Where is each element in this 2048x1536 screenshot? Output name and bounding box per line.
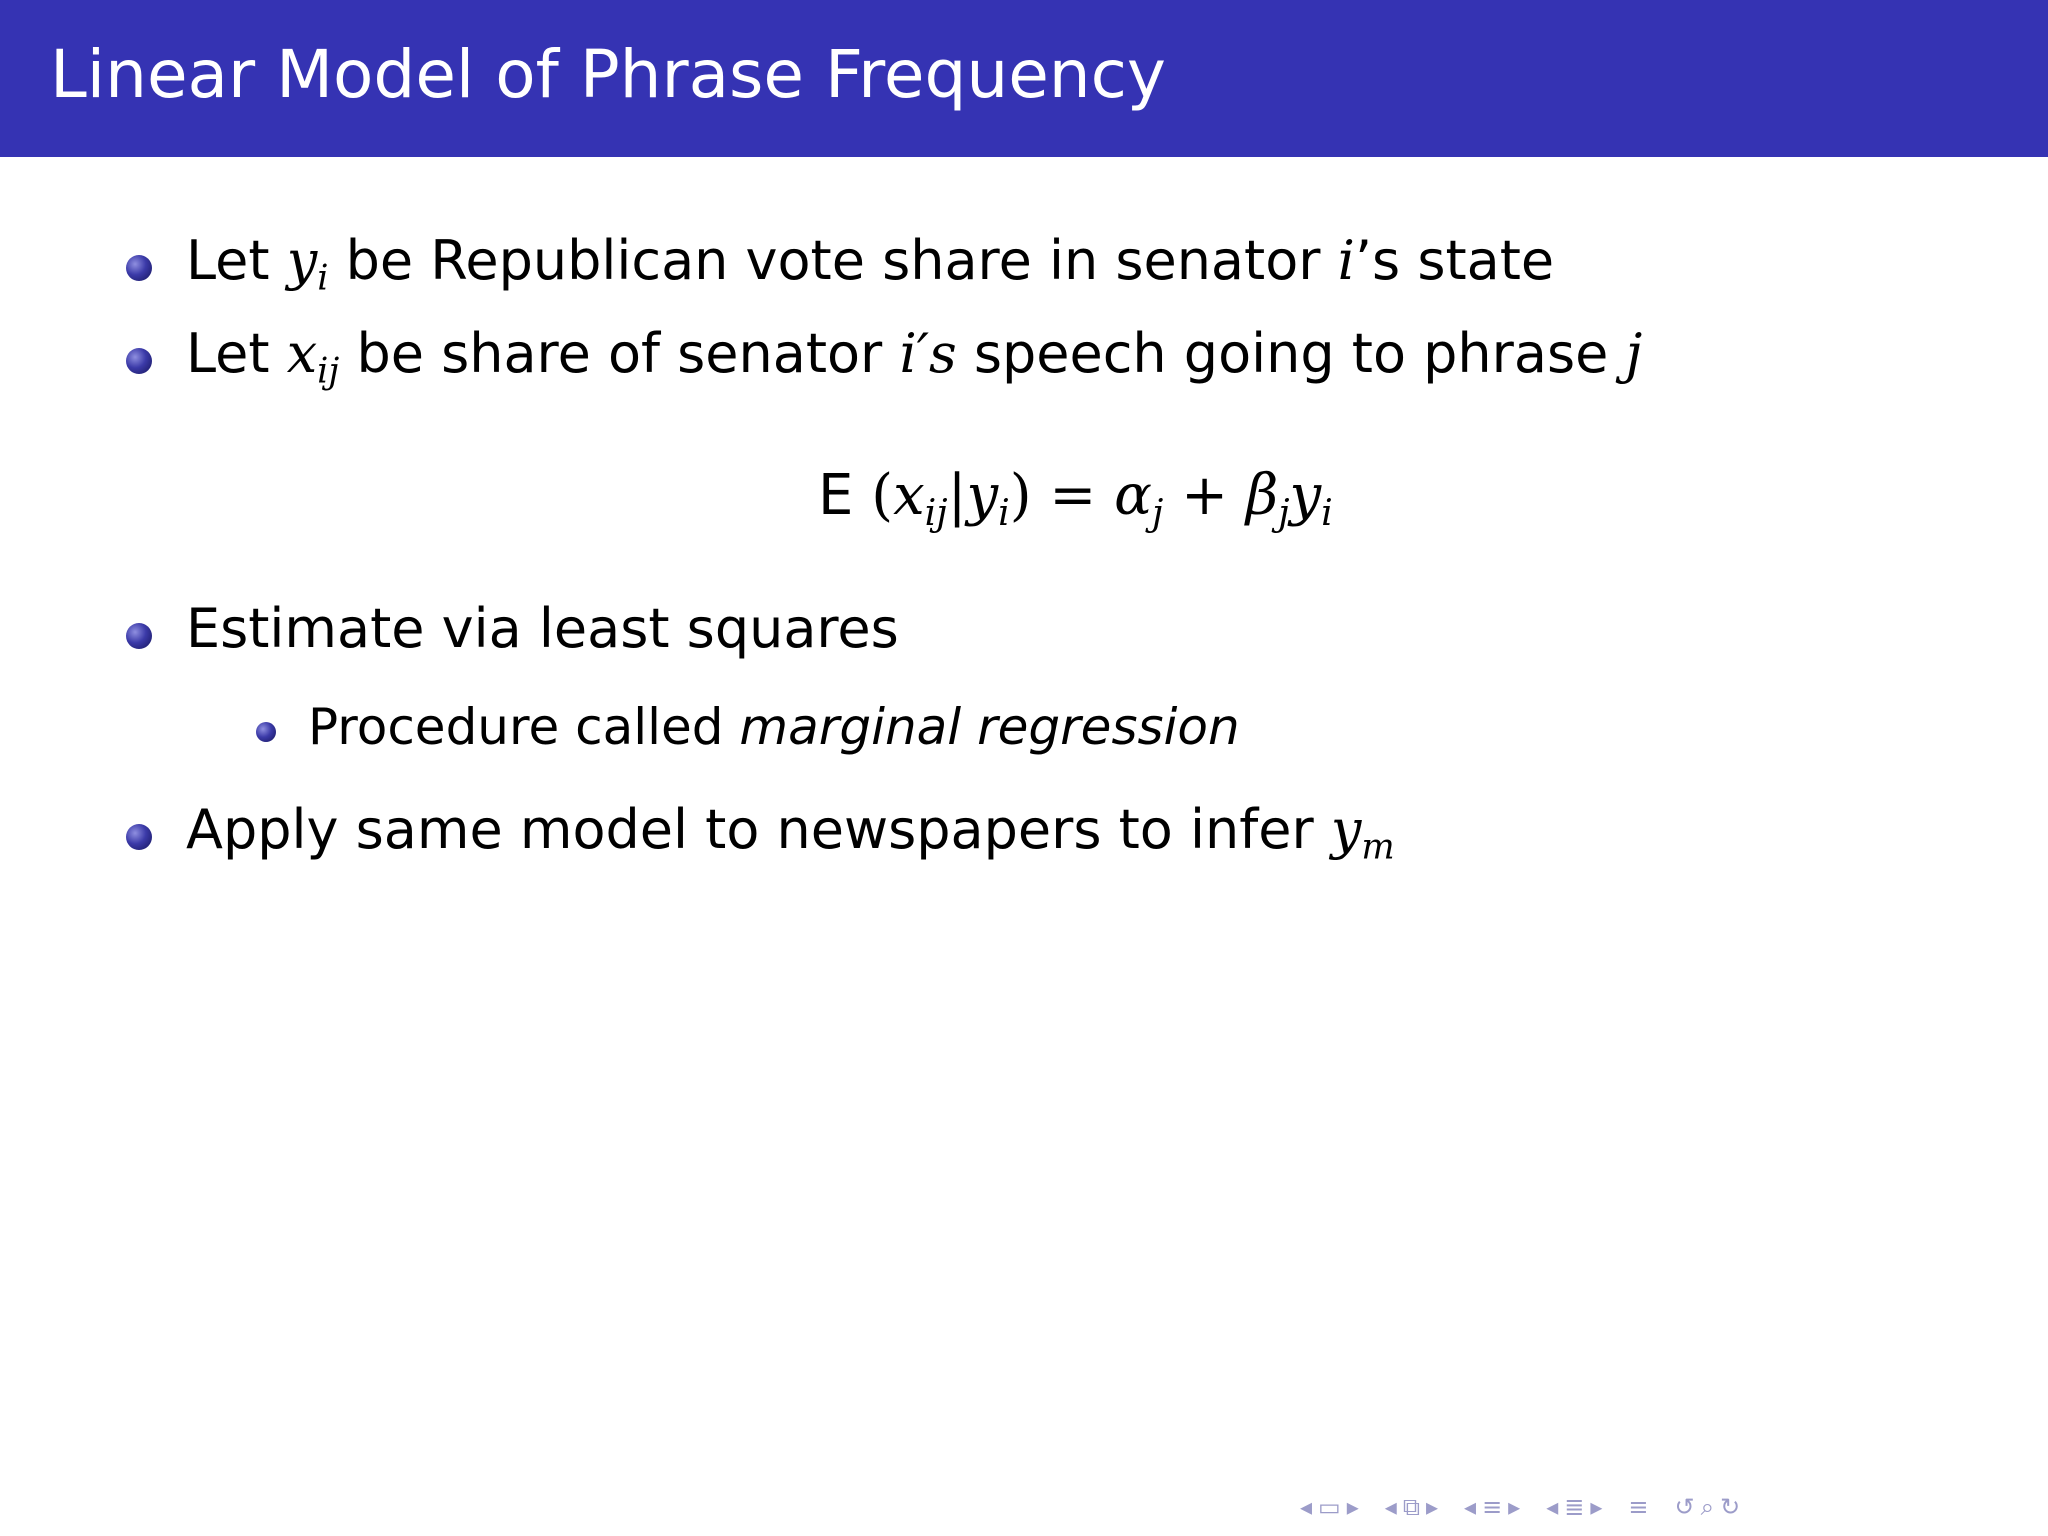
nav-document-icon[interactable]: ≣ (1564, 1493, 1585, 1521)
bullet-4-var: y (1330, 798, 1362, 861)
bullet-2-text (186, 322, 1643, 392)
eq-close-paren: ) (1009, 463, 1032, 528)
eq-alpha: α (1114, 463, 1152, 528)
nav-search-icon[interactable]: ⌕ (1700, 1493, 1715, 1521)
beamer-navigation-bar (1300, 1490, 1754, 1524)
bullet-4-sub: m (1361, 826, 1395, 868)
eq-beta-sub: j (1278, 490, 1290, 534)
eq-y2: y (1289, 463, 1322, 528)
bullet-2-pre: Let (186, 322, 287, 385)
bullet-4-text (186, 798, 1395, 868)
bullet-1-post2: ’s state (1354, 229, 1555, 292)
bullet-1-var2: i (1337, 229, 1355, 292)
nav-left-arrow-icon[interactable]: ◂ (1464, 1493, 1477, 1521)
eq-beta: β (1245, 463, 1279, 528)
eq-y-sub: i (998, 490, 1010, 534)
bullet-1-sub: i (317, 257, 329, 299)
nav-frame-group (1300, 1495, 1359, 1519)
eq-plus: + (1181, 463, 1228, 528)
bullet-1-pre: Let (186, 229, 287, 292)
bullet-2-var3: j (1625, 322, 1643, 385)
nav-frame-icon[interactable]: ▭ (1318, 1493, 1341, 1521)
eq-open-paren: ( (871, 463, 894, 528)
nav-right-arrow-icon[interactable]: ▸ (1508, 1493, 1521, 1521)
bullet-marker (126, 824, 152, 850)
nav-left-arrow-icon[interactable]: ◂ (1546, 1493, 1559, 1521)
nav-right-arrow-icon[interactable]: ▸ (1346, 1493, 1359, 1521)
bullet-3-pre: Estimate via least squares (186, 597, 899, 660)
bullet-4-pre: Apply same model to newspapers to infer (186, 798, 1331, 861)
bullet-2-post1: be share of senator (339, 322, 900, 385)
nav-right-arrow-icon[interactable]: ▸ (1425, 1493, 1439, 1521)
nav-loop-icon[interactable]: ↺ (1674, 1493, 1695, 1521)
nav-left-arrow-icon[interactable]: ◂ (1300, 1493, 1313, 1521)
subbullet-italic: marginal regression (739, 698, 1240, 756)
bullet-2-sub: ij (317, 350, 340, 392)
eq-alpha-sub: j (1151, 490, 1164, 534)
nav-left-arrow-icon[interactable]: ◂ (1384, 1493, 1397, 1521)
nav-right-arrow-icon[interactable]: ▸ (1590, 1493, 1603, 1521)
nav-appendix-group (1628, 1495, 1648, 1519)
bullet-2-var2: i′s (899, 322, 957, 385)
bullet-2-post2: speech going to phrase (956, 322, 1626, 385)
eq-expectation: E (818, 463, 854, 528)
nav-document-group (1546, 1495, 1602, 1519)
bullet-marker (126, 348, 152, 374)
bullet-1-var: y (286, 229, 318, 292)
subbullet-marker (256, 722, 276, 742)
subbullet-pre: Procedure called (308, 698, 740, 756)
bullet-1-text (186, 229, 1555, 299)
nav-section-icon[interactable]: ≡ (1482, 1493, 1503, 1521)
eq-x: x (893, 463, 925, 528)
nav-subsection-group (1385, 1495, 1438, 1519)
eq-bar: | (947, 463, 967, 528)
eq-equals: = (1049, 463, 1097, 528)
bullet-marker (126, 623, 152, 649)
bullet-2-var: x (286, 322, 318, 385)
bullet-marker (126, 255, 152, 281)
nav-subsection-icon[interactable]: ⧉ (1402, 1493, 1420, 1521)
bullet-1-post1: be Republican vote share in senator (328, 229, 1338, 292)
bullet-3-text (186, 597, 899, 660)
nav-section-icon[interactable]: ≡ (1628, 1493, 1649, 1521)
nav-back-icon[interactable]: ↻ (1720, 1493, 1741, 1521)
eq-y: y (966, 463, 999, 528)
eq-y2-sub: i (1321, 490, 1333, 534)
subbullet-text (308, 698, 1240, 756)
nav-section-group (1464, 1495, 1520, 1519)
eq-x-sub: ij (924, 490, 948, 534)
slide-title: Linear Model of Phrase Frequency (50, 36, 1166, 113)
equation (818, 463, 1333, 534)
nav-tools-group (1675, 1495, 1741, 1519)
